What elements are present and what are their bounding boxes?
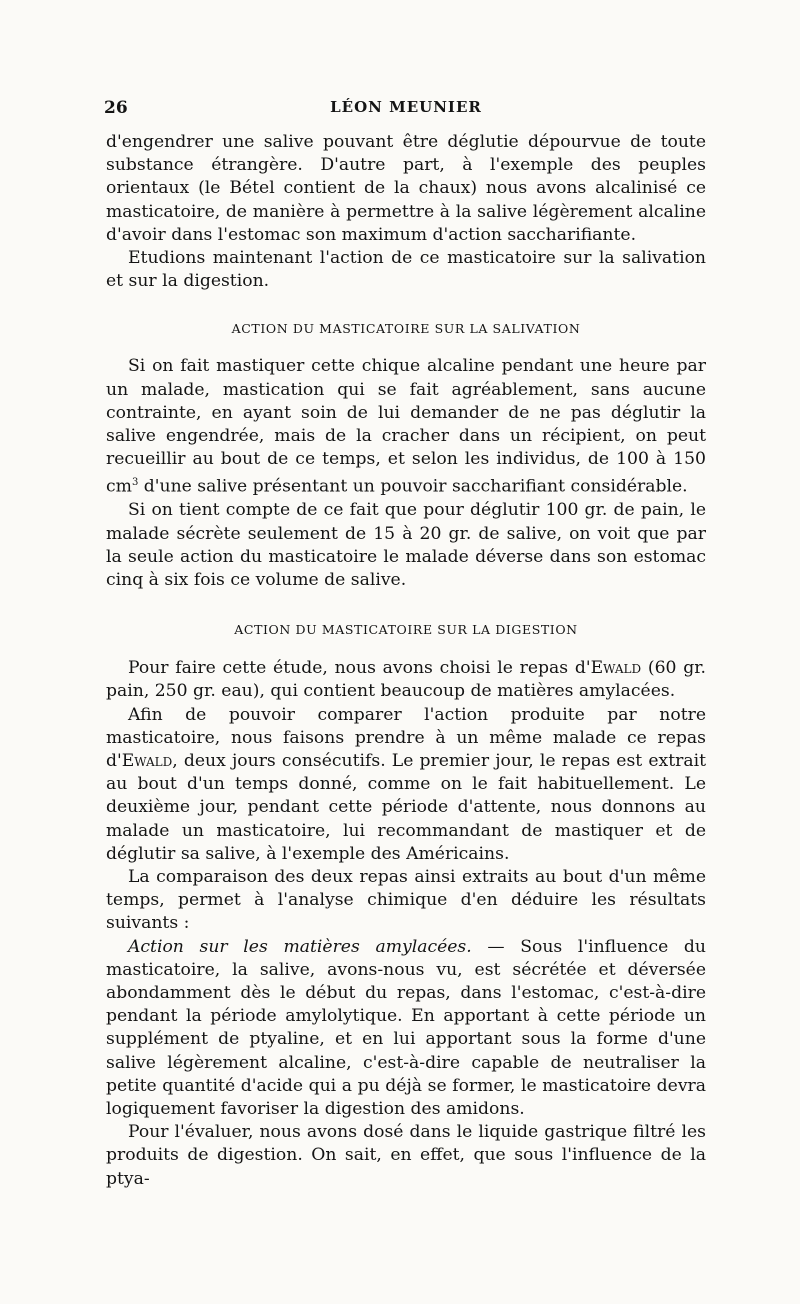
paragraph: Si on tient compte de ce fait que pour déglutir 100 gr. de pain, le malade sécrète seulement de 15 à 20 gr. de salive, on voit que par la seule action du masticatoire le malade déverse dans son estomac cinq à six fois ce volume de salive. xyxy=(106,500,706,590)
paragraph: La comparaison des deux repas ainsi extraits au bout d'un même temps, permet à l'analyse chimique d'en déduire les résultats suivants : xyxy=(106,867,706,934)
paragraph-continued: d'engendrer une salive pouvant être déglutie dépourvue de toute substance étrangère. D'autre part, à l'exemple des peuples orientaux (le Bétel contient de la chaux) nous avons alcalinisé ce masticatoire, de manière à permettre à la salive légèrement alcaline d'avoir dans l'estomac son maximum d'action saccharifiante. xyxy=(106,132,706,245)
paragraph: Afin de pouvoir comparer l'action produite par notre masticatoire, nous faisons prendre à un même malade ce repas d'Ewald, deux jours consécutifs. Le premier jour, le repas est extrait au bout d'un temps donné, comme on le fait habituellement. Le deuxième jour, pendant cette période d'attente, nous donnons au malade un masticatoire, lui recommandant de mastiquer et de déglutir sa salive, à l'exemple des Américains. xyxy=(106,704,706,864)
author-name-ewald: Ewald xyxy=(121,751,173,771)
page-header xyxy=(104,98,708,120)
body-text xyxy=(106,131,706,1191)
author-name-ewald: Ewald xyxy=(590,658,642,679)
page-number: 26 xyxy=(104,98,128,118)
paragraph: Pour faire cette étude, nous avons choisi le repas d'Ewald (60 gr. pain, 250 gr. eau), qui contient beaucoup de matières amylacées. xyxy=(106,658,707,702)
italic-subheading: Action sur les matières amylacées. xyxy=(128,936,472,957)
paragraph: Action sur les matières amylacées. — Sous l'influence du masticatoire, la salive, avons-nous vu, est sécrétée et déversée abondamment dès le début du repas, dans l'estomac, c'est-à-dire pendant la période amylolytique. En apportant à cette période un supplément de ptyaline, et en lui apportant sous la forme d'une salive légèrement alcaline, c'est-à-dire capable de neutraliser la petite quantité d'acide qui a pu déjà se former, le masticatoire devra logiquement favoriser la digestion des amidons. xyxy=(106,936,706,1120)
section-heading-digestion: ACTION DU MASTICATOIRE SUR LA DIGESTION xyxy=(234,622,578,638)
section-heading-salivation: ACTION DU MASTICATOIRE SUR LA SALIVATION xyxy=(231,321,581,337)
paragraph-continues: Pour l'évaluer, nous avons dosé dans le liquide gastrique filtré les produits de digestion. On sait, en effet, que sous l'influence de la ptya- xyxy=(106,1122,706,1189)
paragraph: Etudions maintenant l'action de ce masticatoire sur la salivation et sur la digestion. xyxy=(106,248,706,292)
running-title: LÉON MEUNIER xyxy=(330,98,482,116)
paragraph: Si on fait mastiquer cette chique alcaline pendant une heure par un malade, mastication qui se fait agréablement, sans aucune contrainte, en ayant soin de lui demander de ne pas déglutir la salive engendrée, mais de la cracher dans un récipient, on peut recueillir au bout de ce temps, et selon les individus, de 100 à 150 $cm^3$ d'une salive présentant un pouvoir saccharifiant considérable. xyxy=(106,356,706,498)
